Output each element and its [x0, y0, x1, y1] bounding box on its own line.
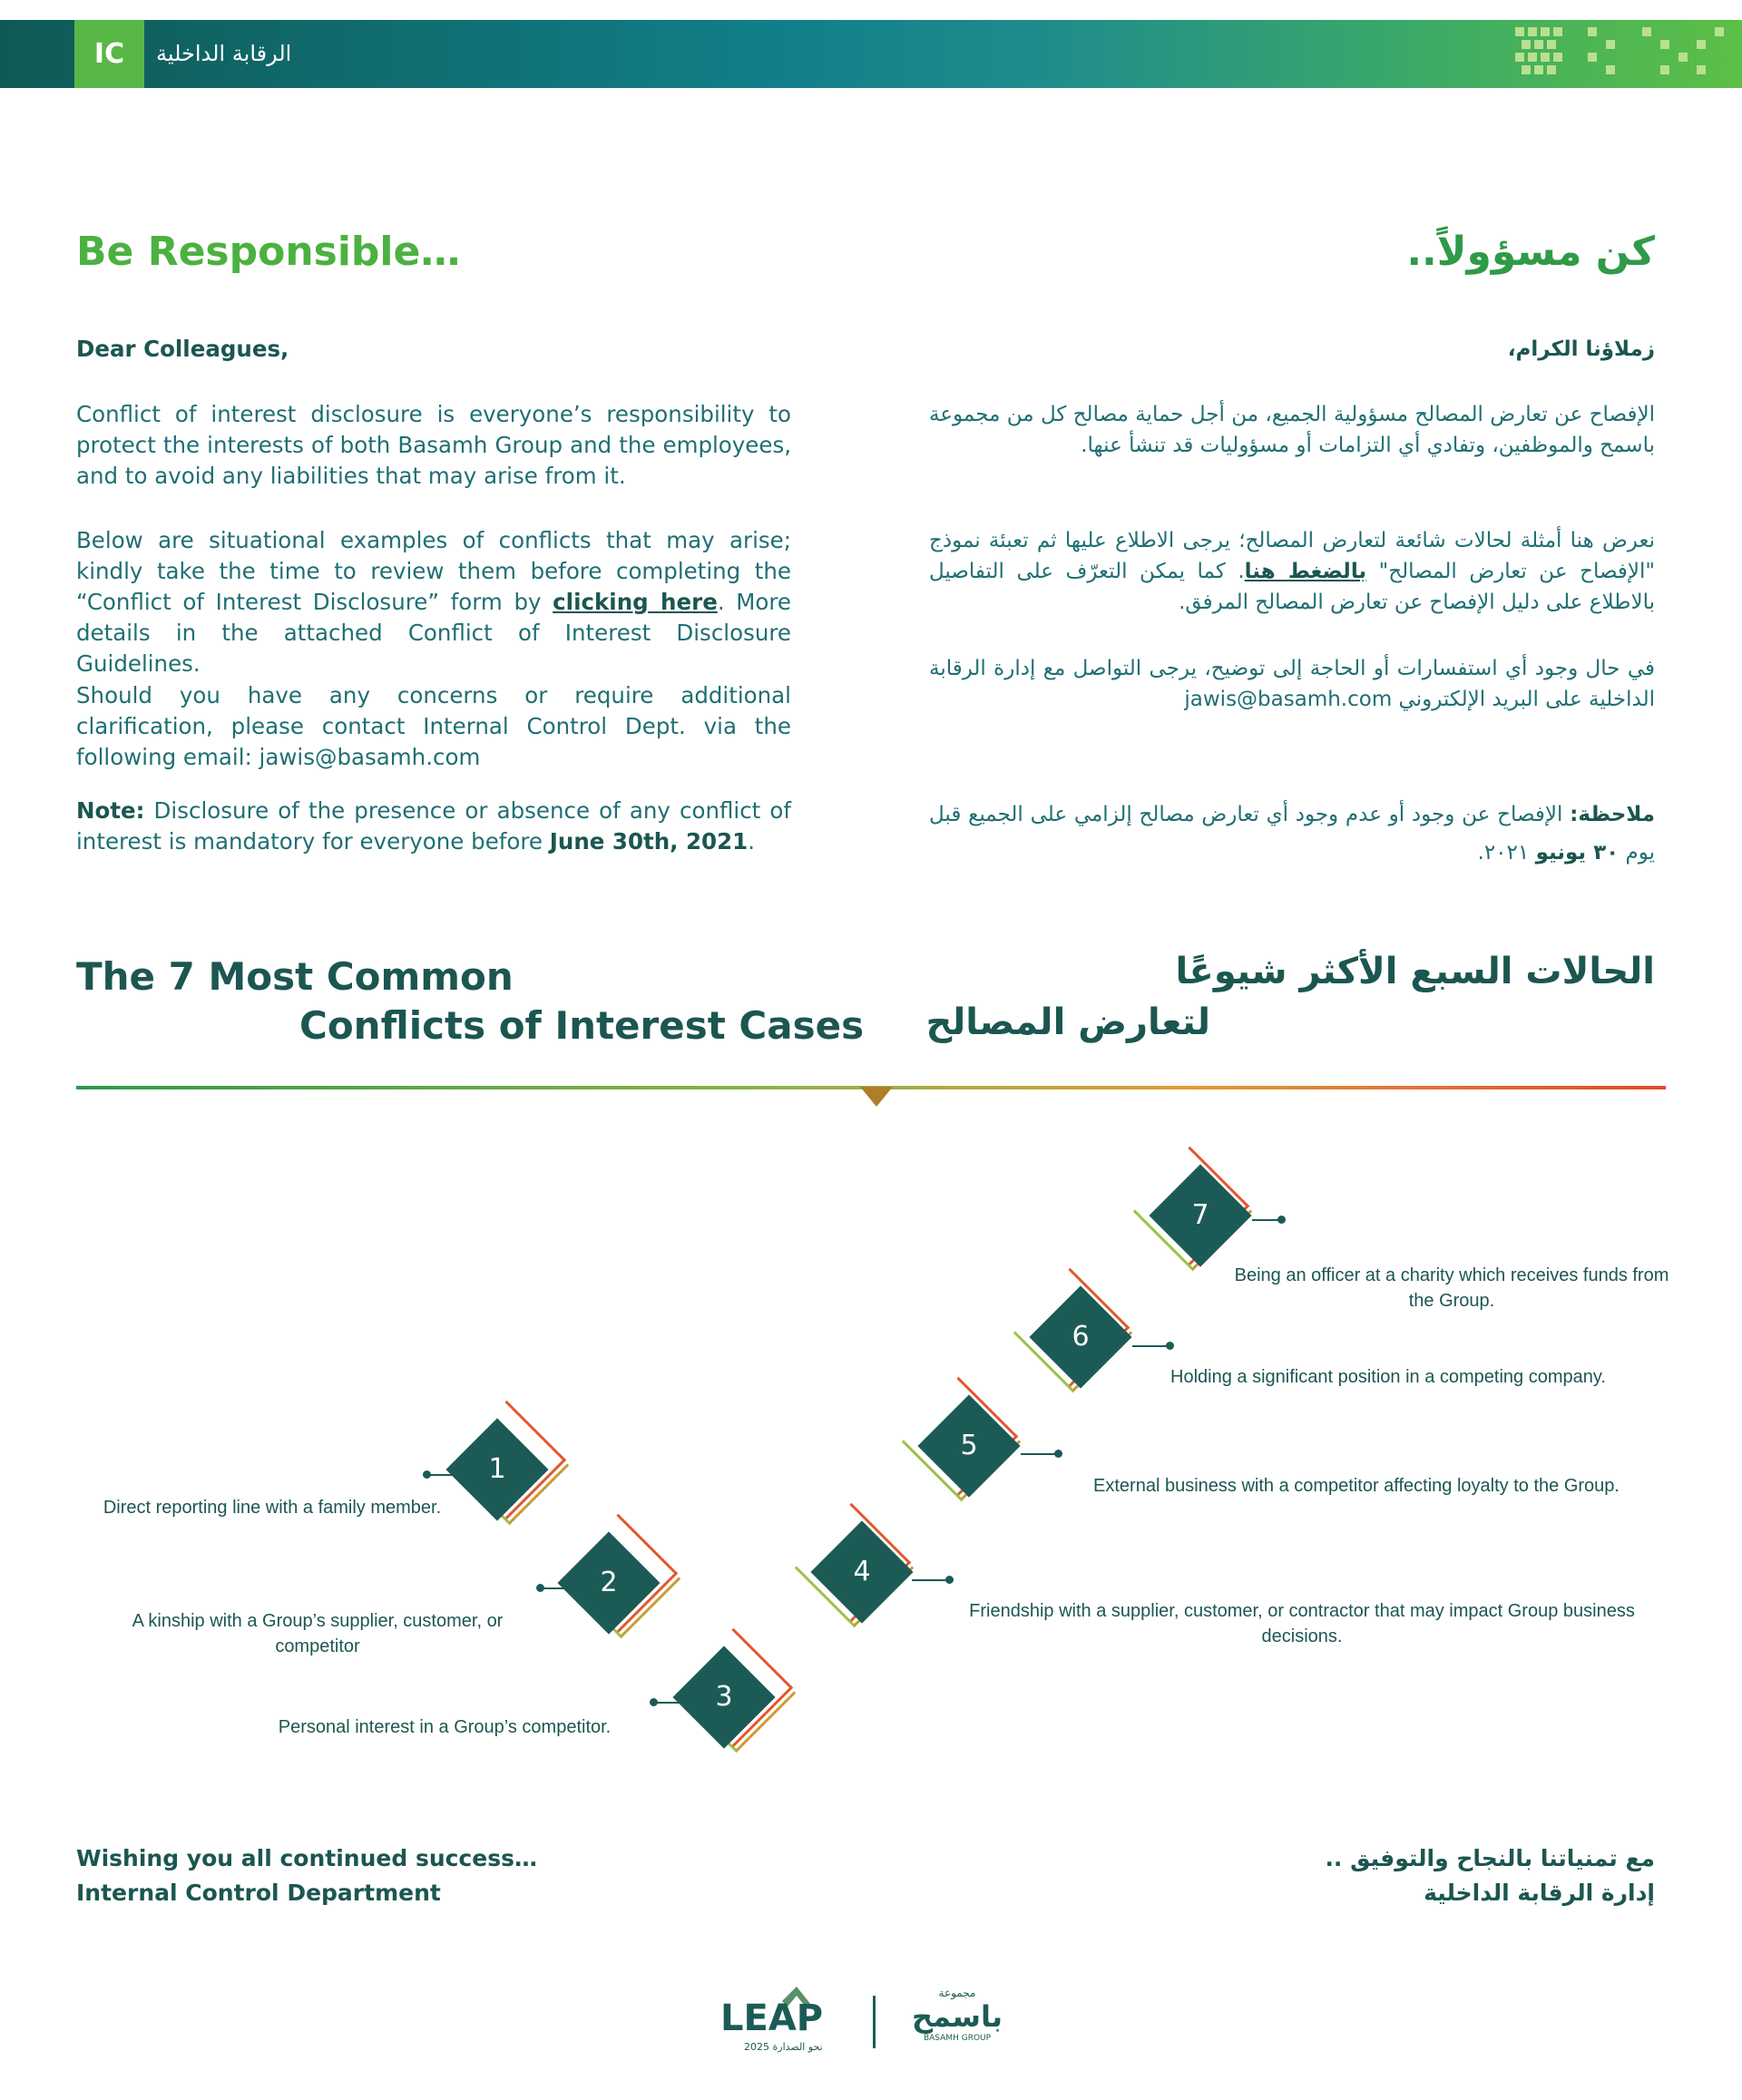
ar-note-text: الإفصاح عن وجود أو عدم وجود أي تعارض مصالح إلزامي على الجميع قبل يوم — [929, 803, 1655, 864]
ar-click-here-link[interactable]: بالضغط هنا — [1244, 560, 1367, 583]
case-7-number: 7 — [1191, 1199, 1209, 1231]
closing-ar-line-2: إدارة الرقابة الداخلية — [1424, 1880, 1655, 1906]
case-4-dot — [945, 1576, 954, 1584]
case-3-dot — [650, 1698, 658, 1706]
basamh-logo-top: مجموعة — [938, 1987, 976, 1999]
case-7-dot — [1277, 1216, 1286, 1224]
case-1-connector — [426, 1474, 461, 1476]
footer-separator — [873, 1996, 876, 2048]
ar-paragraph-2-text: نعرض هنا أمثلة لحالات شائعة لتعارض المصالح؛ يرجى الاطلاع عليها ثم تعبئة نموذج "الإفصاح عن تعارض المصالح" — [929, 529, 1655, 583]
closing-ar-line-1: مع تمنياتنا بالنجاح والتوفيق .. — [1325, 1845, 1655, 1871]
case-4-connector — [912, 1579, 948, 1581]
ar-paragraph-2 — [929, 525, 1655, 618]
en-note-text: Disclosure of the presence or absence of any conflict of interest is mandatory for everyone before — [76, 797, 791, 855]
section-title-en-1: The 7 Most Common — [76, 954, 514, 999]
footer-logos — [717, 1987, 1025, 2059]
leap-logo-text: LEAP — [720, 1997, 824, 2039]
case-3-number: 3 — [715, 1681, 733, 1713]
case-7-connector — [1252, 1219, 1279, 1221]
case-2-dot — [536, 1584, 544, 1592]
case-2-en: A kinship with a Group’s supplier, customer, or competitor — [132, 1611, 504, 1656]
basamh-logo-en: BASAMH GROUP — [923, 2034, 992, 2043]
en-greeting: Dear Colleagues, — [76, 336, 289, 362]
en-heading: Be Responsible… — [76, 229, 461, 275]
case-4-en: Friendship with a supplier, customer, or contractor that may impact Group business decisions. — [969, 1601, 1635, 1646]
leap-logo-icon — [717, 1987, 862, 2059]
case-5-en: External business with a competitor affecting loyalty to the Group. — [1093, 1476, 1620, 1496]
case-1-dot — [423, 1470, 431, 1479]
section-title-ar-1: الحالات السبع الأكثر شيوعًا — [1175, 951, 1655, 992]
case-6-connector — [1132, 1345, 1169, 1347]
ic-badge: IC — [74, 20, 144, 88]
closing-en — [76, 1841, 537, 1910]
case-2-number: 2 — [600, 1567, 618, 1598]
section-title-ar-2: لتعارض المصالح — [925, 1001, 1210, 1043]
case-6-dot — [1166, 1342, 1174, 1350]
case-3-en: Personal interest in a Group’s competitor. — [278, 1717, 612, 1737]
ar-note-date: ٣٠ يونيو — [1535, 841, 1620, 864]
ar-paragraph-3: في حال وجود أي استفسارات أو الحاجة إلى توضيح، يرجى التواصل مع إدارة الرقابة الداخلية على البريد الإلكتروني jawis@basamh.com — [929, 657, 1655, 711]
header-title: الرقابة الداخلية — [156, 41, 292, 66]
case-6-number: 6 — [1072, 1321, 1090, 1353]
en-paragraph-3: Should you have any concerns or require additional clarification, please contact Internal Control Dept. via the following email: jawis@basamh.com — [76, 682, 791, 770]
case-1-number: 1 — [488, 1453, 506, 1485]
en-paragraph-2-text: Below are situational examples of conflicts that may arise; kindly take the time to review them before completing the “Conflict of Interest Disclosure” form by — [76, 527, 791, 615]
case-3-connector — [653, 1702, 688, 1704]
case-7-en: Being an officer at a charity which receives funds from the Group. — [1234, 1265, 1669, 1311]
case-5-connector — [1021, 1453, 1057, 1455]
en-note-end: . — [748, 828, 755, 855]
en-paragraph-2-end: . More details in the attached Conflict of Interest Disclosure Guidelines. — [76, 589, 792, 677]
ar-paragraph-2-end: . كما يمكن التعرّف على التفاصيل بالاطلاع على دليل الإفصاح عن تعارض المصالح المرفق. — [929, 560, 1655, 614]
ar-greeting: زملاؤنا الكرام، — [1507, 337, 1655, 361]
case-4-number: 4 — [853, 1556, 871, 1587]
basamh-logo-name: باسمح — [911, 1999, 1003, 2034]
basamh-logo — [889, 1987, 1025, 2059]
en-note — [76, 796, 791, 857]
closing-en-line-2: Internal Control Department — [76, 1880, 441, 1906]
en-note-date: June 30th, 2021 — [549, 828, 749, 855]
ar-paragraph-1: الإفصاح عن تعارض المصالح مسؤولية الجميع، من أجل حماية مصالح كل من مجموعة باسمح والموظفين، وتفادي أي التزامات أو مسؤوليات قد تنشأ عنها. — [929, 403, 1655, 457]
case-2-connector — [540, 1587, 573, 1589]
ar-heading: كن مسؤولاً.. — [1406, 229, 1655, 275]
case-1-en: Direct reporting line with a family member. — [103, 1498, 442, 1518]
leap-tagline: نحو الصدارة 2025 — [744, 2041, 823, 2053]
en-note-label: Note: — [76, 797, 145, 824]
en-paragraph-2 — [76, 525, 791, 679]
ar-note — [929, 796, 1655, 872]
closing-ar — [1111, 1841, 1655, 1910]
clicking-here-link[interactable]: clicking here — [553, 589, 718, 615]
case-6-en: Holding a significant position in a competing company. — [1170, 1367, 1606, 1387]
en-paragraph-1: Conflict of interest disclosure is everyone’s responsibility to protect the interests of both Basamh Group and the employees, and to avoid any liabilities that may arise from it. — [76, 401, 791, 489]
case-5-number: 5 — [960, 1430, 978, 1461]
ar-note-end: ٢٠٢١. — [1477, 841, 1536, 864]
closing-en-line-1: Wishing you all continued success… — [76, 1845, 537, 1871]
pixel-pattern-icon — [1506, 20, 1733, 93]
case-5-dot — [1054, 1450, 1062, 1458]
divider-arrow-icon — [860, 1087, 893, 1107]
ar-note-label: ملاحظة: — [1570, 803, 1655, 826]
section-title-en-2: Conflicts of Interest Cases — [299, 1003, 865, 1048]
